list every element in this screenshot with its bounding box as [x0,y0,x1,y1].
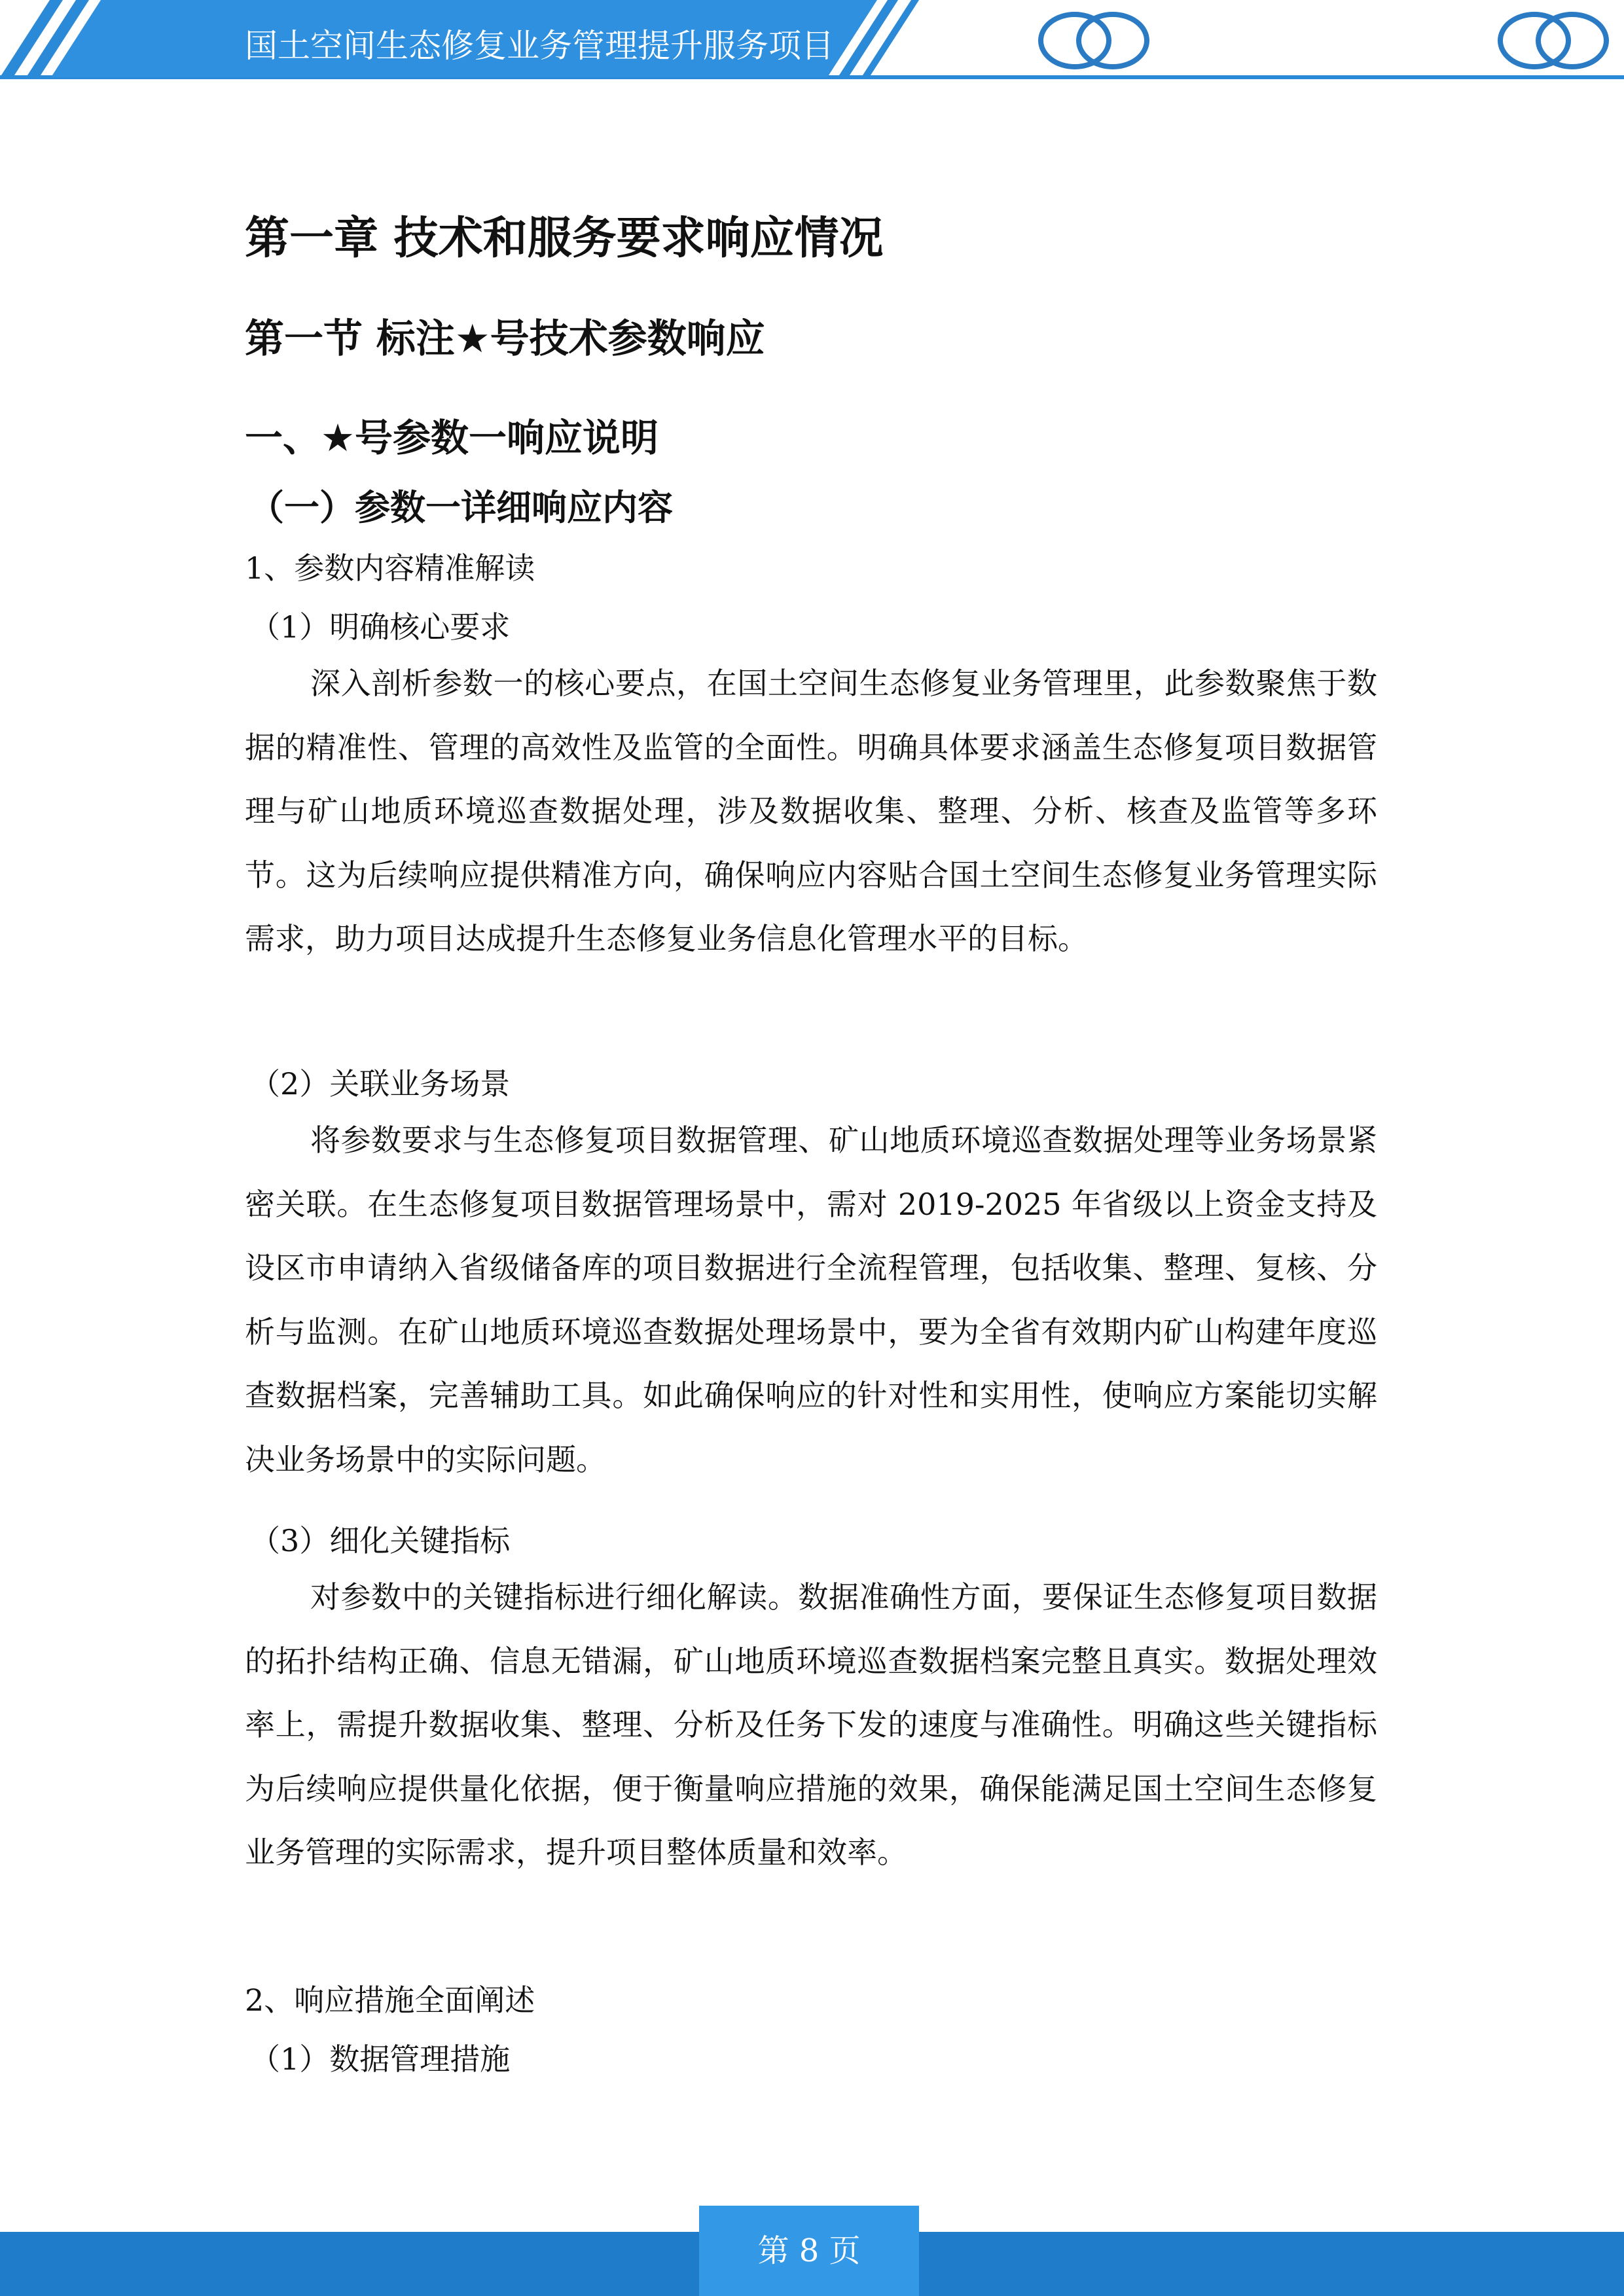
part-heading: （1）数据管理措施 [250,2041,511,2077]
double-ring-logo-icon [1500,14,1606,67]
double-ring-logo-icon [1041,14,1147,67]
page-number: 第 8 页 [757,2233,861,2269]
paragraph: 将参数要求与生态修复项目数据管理、矿山地质环境巡查数据处理等业务场景紧密关联。在生态修复项目数据管理场景中，需对 2019-2025 年省级以上资金支持及设区市申请纳入省级储备库的项目数据进行全流程管理，包括收集、整理、复核、分析与监测。在矿山地质环境巡查数据处理场景中，要为全省有效期内矿山构建年度巡查数据档案，完善辅助工具。如此确保响应的针对性和实用性，使响应方案能切实解决业务场景中的实际问题。 [245,1122,1377,1477]
section-title: 第一节 标注★号技术参数响应 [245,316,765,362]
header-title: 国土空间生态修复业务管理提升服务项目 [245,27,834,65]
subsection-title: （一）参数一详细响应内容 [249,486,673,528]
part-heading: （3）细化关键指标 [250,1523,511,1558]
page-header [0,0,1624,85]
paragraph: 深入剖析参数一的核心要点，在国土空间生态修复业务管理里，此参数聚焦于数据的精准性、管理的高效性及监管的全面性。明确具体要求涵盖生态修复项目数据管理与矿山地质环境巡查数据处理，涉及数据收集、整理、分析、核查及监管等多环节。这为后续响应提供精准方向，确保响应内容贴合国土空间生态修复业务管理实际需求，助力项目达成提升生态修复业务信息化管理水平的目标。 [245,666,1377,956]
item-heading: 2、响应措施全面阐述 [245,1982,535,2018]
part-heading: （1）明确核心要求 [250,609,511,645]
chapter-title: 第一章 技术和服务要求响应情况 [245,213,884,264]
part-heading: （2）关联业务场景 [250,1066,511,1102]
item-heading: 1、参数内容精准解读 [245,550,535,586]
paragraph: 对参数中的关键指标进行细化解读。数据准确性方面，要保证生态修复项目数据的拓扑结构正确、信息无错漏，矿山地质环境巡查数据档案完整且真实。数据处理效率上，需提升数据收集、整理、分析及任务下发的速度与准确性。明确这些关键指标为后续响应提供量化依据，便于衡量响应措施的效果，确保能满足国土空间生态修复业务管理的实际需求，提升项目整体质量和效率。 [245,1579,1377,1870]
topic-title: 一、★号参数一响应说明 [245,416,659,460]
page-number-box [699,2206,919,2296]
